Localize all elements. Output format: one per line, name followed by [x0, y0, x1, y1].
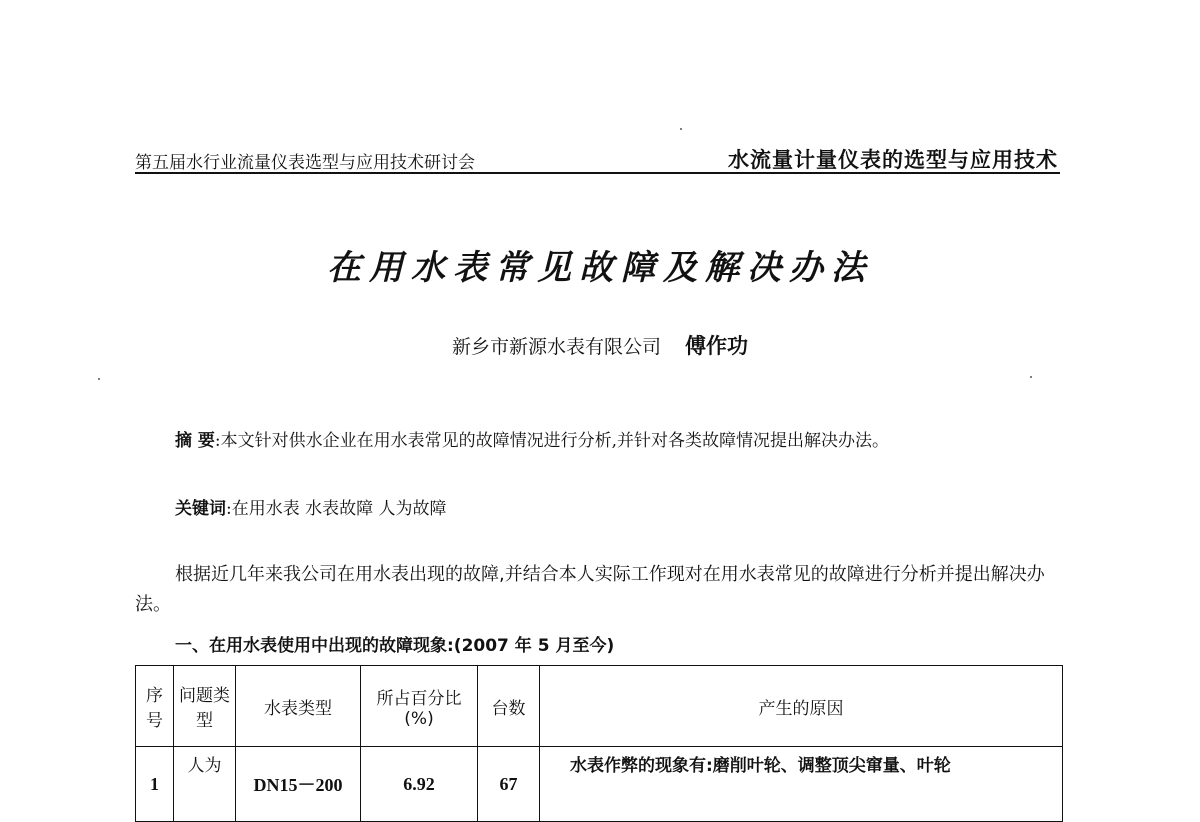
header-cause: 产生的原因 [540, 666, 1063, 747]
cell-cause: 水表作弊的现象有:磨削叶轮、调整顶尖窜量、叶轮 [540, 747, 1063, 822]
table-header-row [136, 666, 1063, 747]
scan-speck [680, 128, 682, 130]
keywords-text: :在用水表 水表故障 人为故障 [226, 499, 447, 519]
scan-speck [1030, 376, 1032, 378]
fault-table [135, 665, 1063, 822]
header-type: 问题类型 [174, 666, 236, 747]
table-row [136, 747, 1063, 822]
running-header [135, 142, 1060, 174]
header-book-title: 水流量计量仪表的选型与应用技术 [728, 147, 1058, 172]
section-heading: 一、在用水表使用中出现的故障现象:(2007 年 5 月至今) [175, 636, 615, 656]
header-conference-name: 第五届水行业流量仪表选型与应用技术研讨会 [135, 153, 475, 173]
abstract [135, 425, 1060, 457]
cell-count: 67 [478, 747, 540, 822]
article-title: 在用水表常见故障及解决办法 [327, 248, 873, 288]
abstract-text: :本文针对供水企业在用水表常见的故障情况进行分析,并针对各类故障情况提出解决办法。 [214, 431, 890, 451]
cell-type: 人为 [174, 747, 236, 822]
keywords-label: 关键词 [175, 499, 226, 519]
body-paragraph: 根据近几年来我公司在用水表出现的故障,并结合本人实际工作现对在用水表常见的故障进行分析并提出解决办法。 [135, 564, 1045, 615]
header-seq: 序号 [136, 666, 174, 747]
keywords [135, 493, 1100, 525]
abstract-label: 摘 要 [175, 431, 215, 451]
cell-meter: DN15－200 [236, 747, 361, 822]
header-percent: 所占百分比(%) [361, 666, 478, 747]
header-meter: 水表类型 [236, 666, 361, 747]
author-organization: 新乡市新源水表有限公司 [451, 336, 661, 358]
cell-seq: 1 [136, 747, 174, 822]
scan-speck [98, 378, 100, 380]
author-name: 傅作功 [685, 333, 749, 358]
cell-percent: 6.92 [361, 747, 478, 822]
byline [0, 330, 1200, 360]
header-count: 台数 [478, 666, 540, 747]
